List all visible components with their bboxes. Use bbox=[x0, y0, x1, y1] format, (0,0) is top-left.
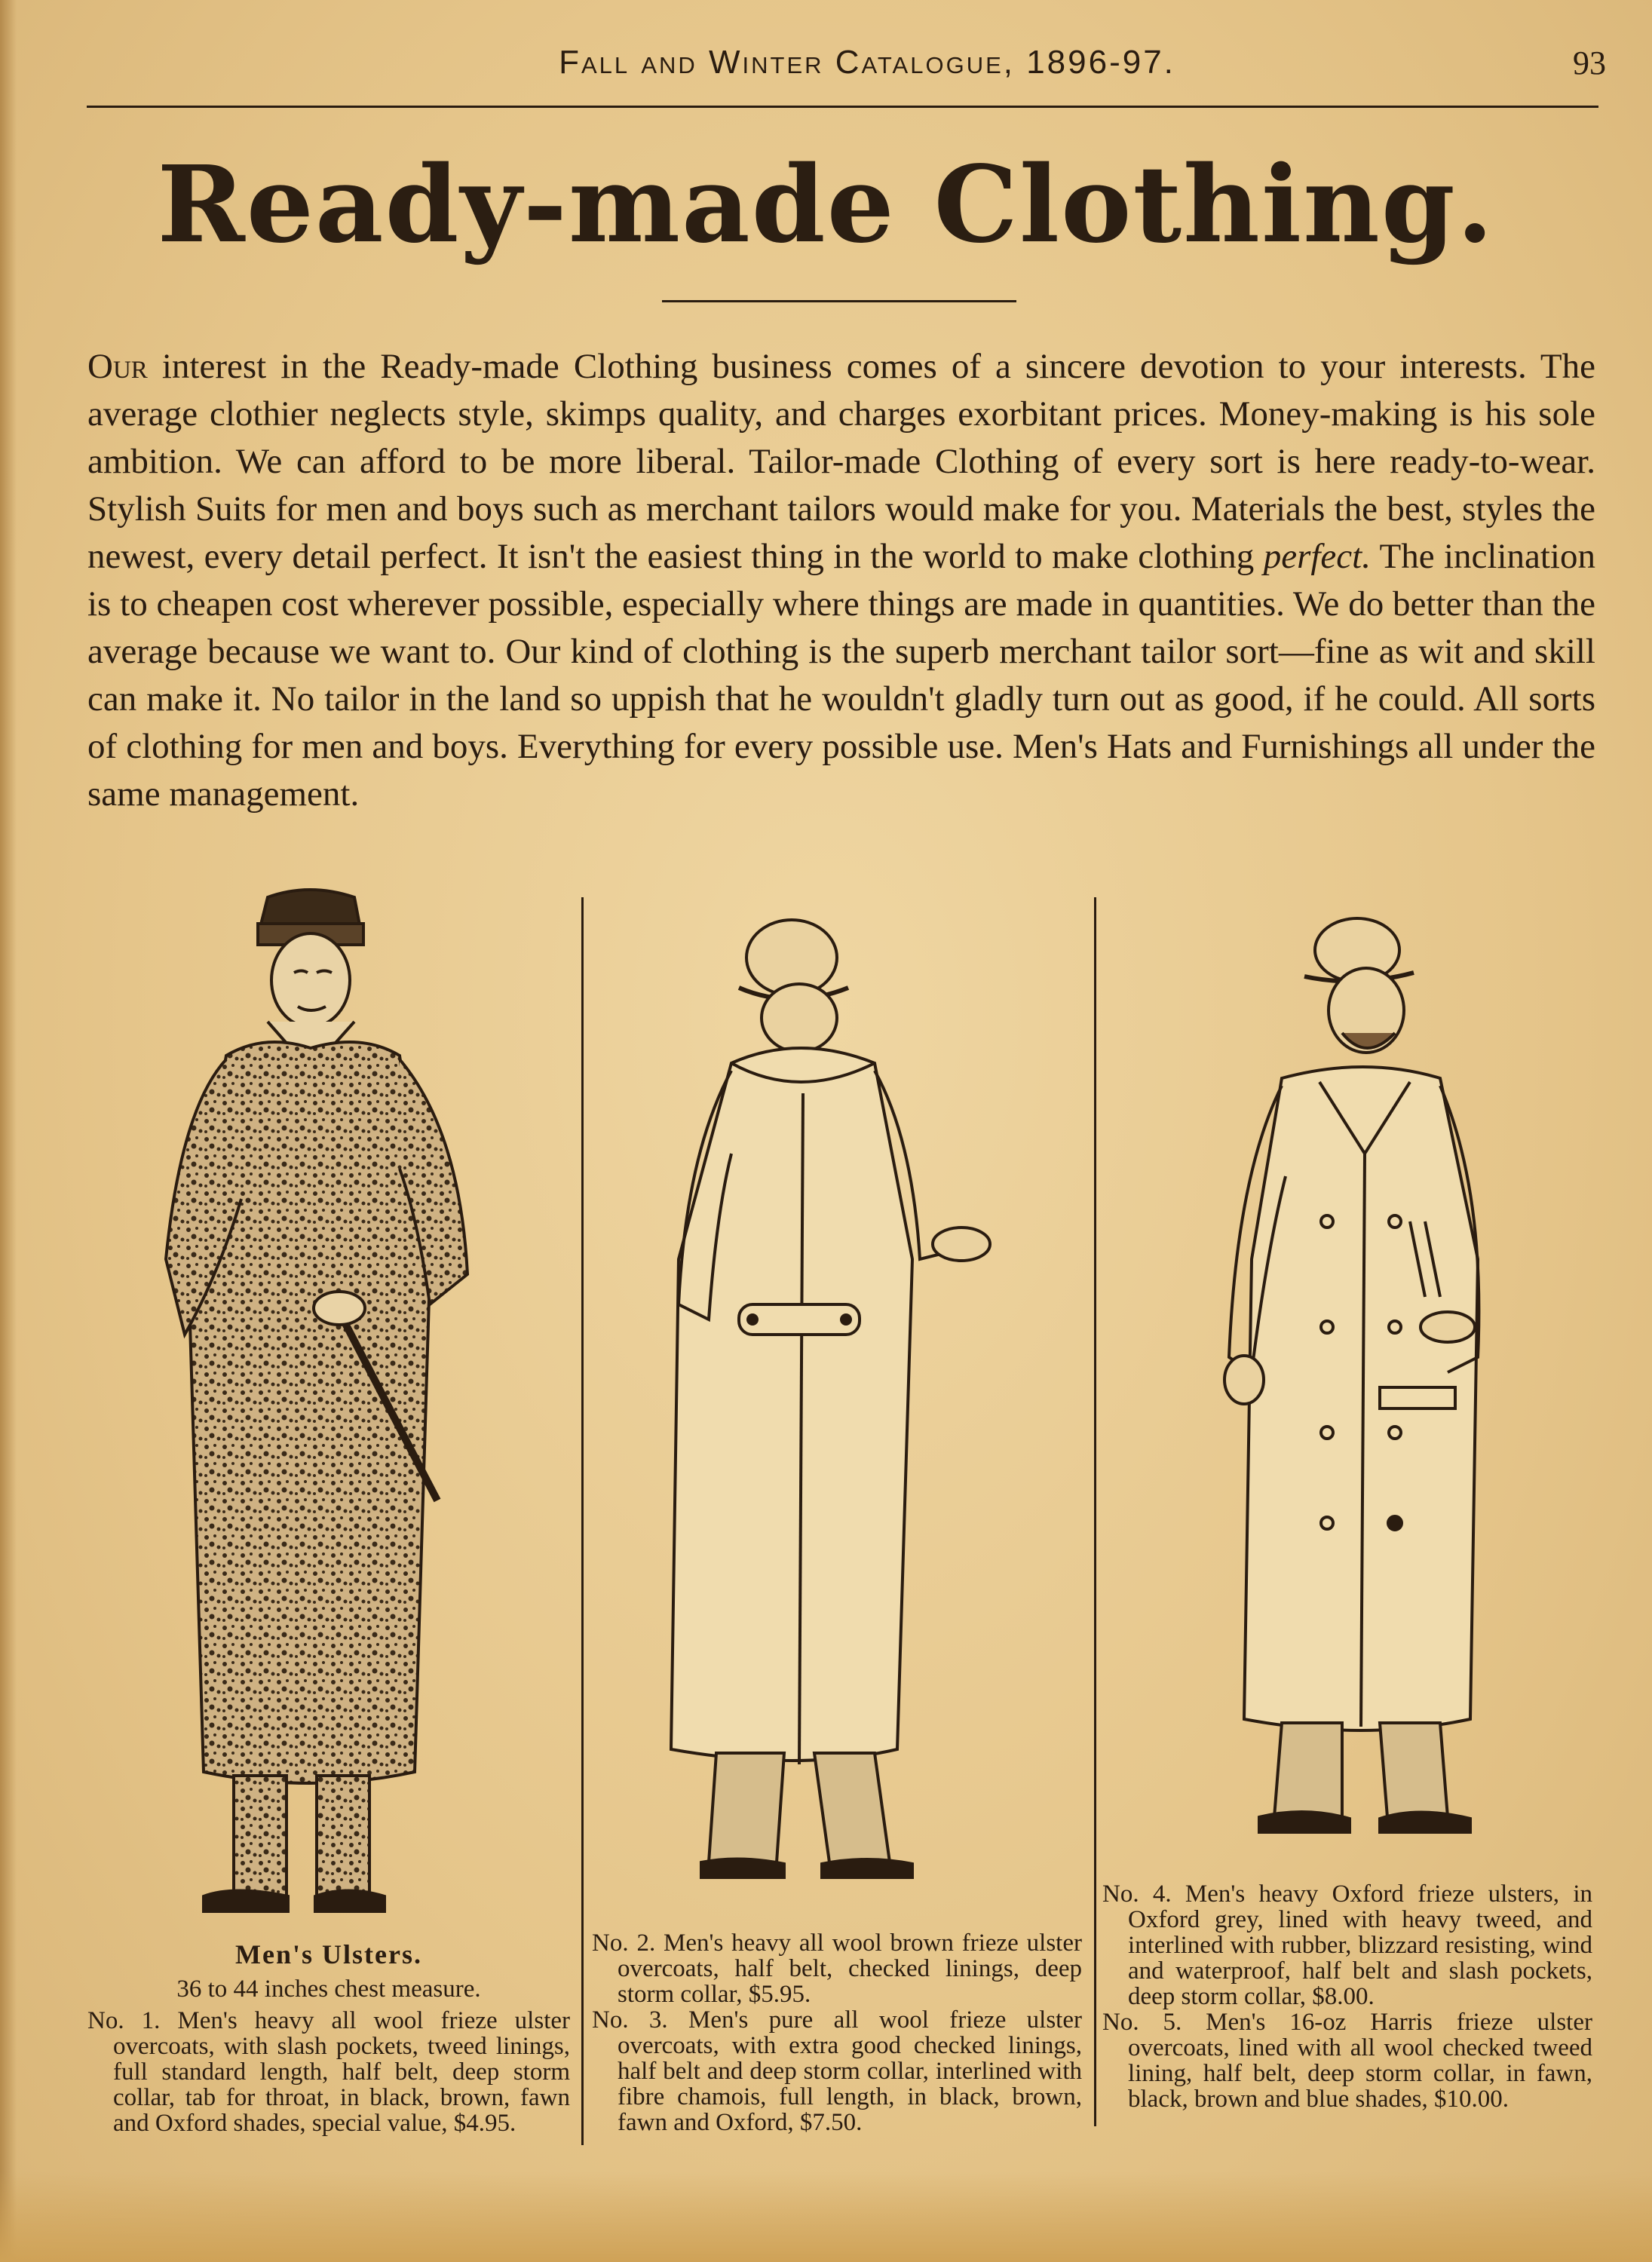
column-divider-2 bbox=[1094, 897, 1096, 2126]
caption-column-1 bbox=[87, 1939, 570, 2137]
caption-item-4: No. 4. Men's heavy Oxford frieze ulsters, in Oxford grey, lined with heavy tweed, and interlined with rubber, blizzard resisting, wind and waterproof, half belt and slash pockets, deep storm collar, $8.00. bbox=[1102, 1880, 1592, 2010]
page-bottom-stain bbox=[0, 2172, 1652, 2262]
header-rule bbox=[87, 106, 1598, 108]
page-title: Ready-made Clothing. bbox=[157, 143, 1495, 267]
caption-item-5: No. 5. Men's 16-oz Harris frieze ulster overcoats, lined with all wool checked tweed lining, half belt, deep storm collar, in fawn, black, brown and blue shades, $10.00. bbox=[1102, 2009, 1592, 2113]
caption-subheading: 36 to 44 inches chest measure. bbox=[176, 1975, 481, 2003]
caption-item-1: No. 1. Men's heavy all wool frieze ulster overcoats, with slash pockets, tweed linings, full standard length, half belt, deep storm collar, tab for throat, in black, brown, fawn and Oxford shades, special value, $4.95. bbox=[87, 2007, 570, 2137]
caption-column-3 bbox=[1102, 1881, 1592, 2112]
intro-paragraph bbox=[87, 343, 1595, 818]
caption-item-3: No. 3. Men's pure all wool frieze ulster overcoats, with extra good checked linings, half belt and deep storm collar, interlined with fibre chamois, full length, in black, brown, fawn and Oxford, $7.50. bbox=[592, 2006, 1082, 2136]
intro-emphasis: perfect. bbox=[1263, 537, 1371, 576]
intro-lead-word: Our bbox=[87, 347, 148, 386]
page-edge-shadow bbox=[0, 0, 17, 2262]
page-number: 93 bbox=[1573, 44, 1606, 81]
running-header-title: Fall and Winter Catalogue, 1896-97. bbox=[559, 44, 1175, 81]
caption-column-2 bbox=[592, 1930, 1082, 2135]
ulster-figure-back-view bbox=[626, 912, 1056, 1908]
caption-heading: Men's Ulsters. bbox=[235, 1939, 422, 1969]
intro-text-part-2: The inclination is to cheapen cost wherever possible, especially where things are made in quantities. We do better than the average because we want to. Our kind of clothing is the superb merchant tailor sort—fine as wit and skill can make it. No tailor in the land so uppish that he wouldn't gladly turn out as good, if he could. All sorts of clothing for men and boys. Everything for every possible use. Men's Hats and Furnishings all under the same management. bbox=[87, 537, 1595, 814]
intro-text-part-1: interest in the Ready-made Clothing business comes of a sincere devotion to your interests. The average clothier neglects style, skimps quality, and charges exorbitant prices. Money-making is his sole ambition. We can afford to be more liberal. Tailor-made Clothing of every sort is here ready-to-wear. Stylish Suits for men and boys such as merchant tailors would make for you. Materials the best, styles the newest, every detail perfect. It isn't the easiest thing in the world to make clothing bbox=[87, 347, 1595, 576]
column-divider-1 bbox=[581, 897, 584, 2145]
ulster-figure-front-cap bbox=[113, 882, 558, 1938]
title-underline bbox=[662, 300, 1016, 302]
caption-item-2: No. 2. Men's heavy all wool brown frieze ulster overcoats, half belt, checked linings, deep storm collar, $5.95. bbox=[592, 1929, 1082, 2008]
ulster-figure-front-bowler bbox=[1169, 905, 1591, 1885]
